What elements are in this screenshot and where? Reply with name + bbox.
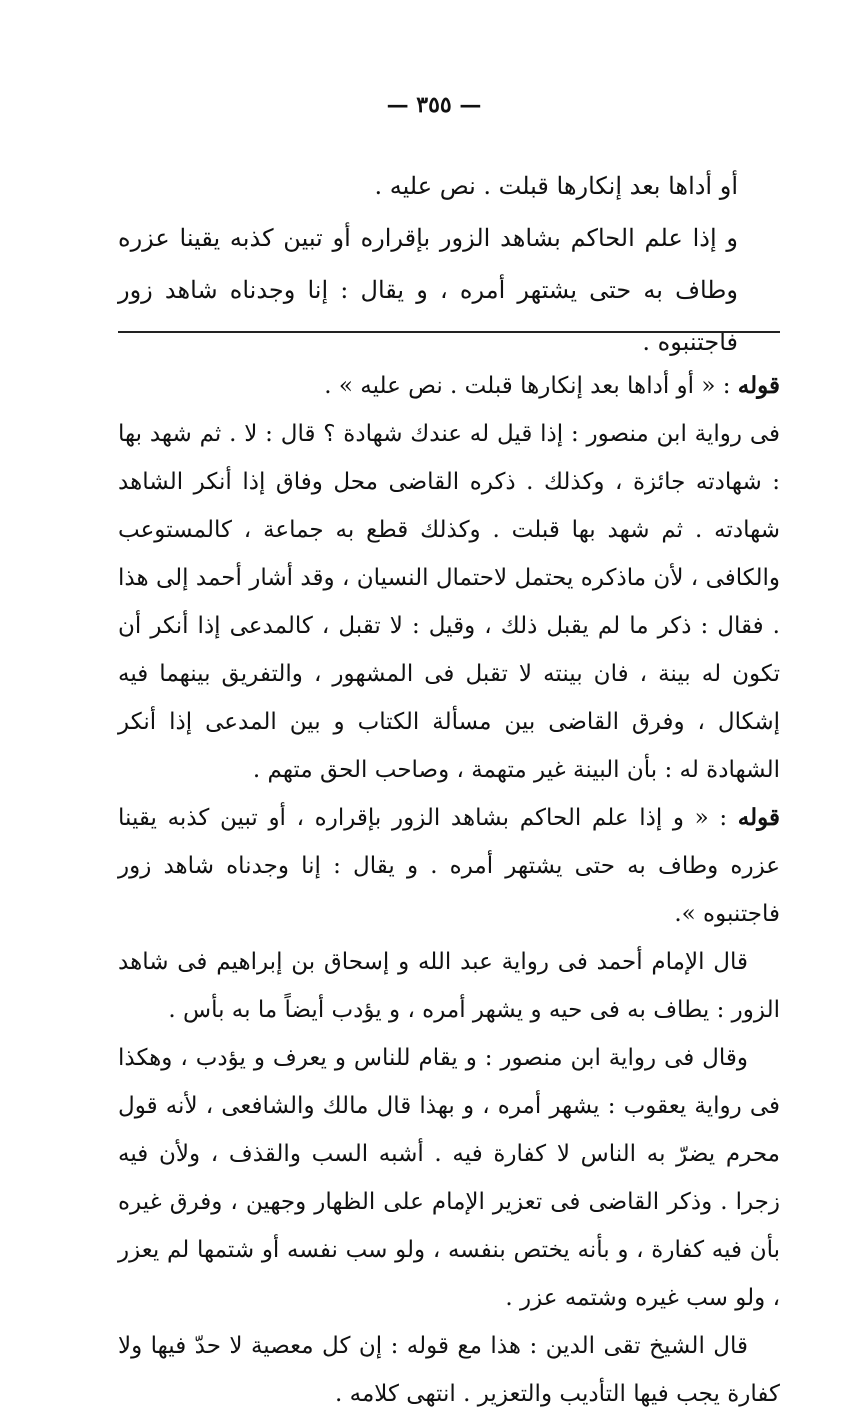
commentary-paragraph bbox=[118, 1034, 780, 1322]
commentary-text: قال الشيخ تقى الدين : هذا مع قوله : إن كل معصية لا حدّ فيها ولا كفارة يجب فيها التأديب والتعزير . انتهى كلامه . bbox=[118, 1333, 780, 1407]
commentary-keyword: قوله bbox=[737, 372, 780, 399]
main-text-line: أو أداها بعد إنكارها قبلت . نص عليه . bbox=[374, 172, 738, 200]
commentary-block bbox=[118, 362, 780, 1418]
commentary-paragraph bbox=[118, 794, 780, 938]
commentary-keyword: قوله bbox=[737, 804, 780, 831]
main-text-line: و إذا علم الحاكم بشاهد الزور بإقراره أو تبين كذبه يقينا عزره وطاف به حتى يشتهر أمره ، و يقال : إنا وجدناه شاهد زور فاجتنبوه . bbox=[118, 224, 738, 356]
commentary-paragraph bbox=[118, 362, 780, 410]
main-text-block bbox=[118, 160, 738, 368]
commentary-paragraph bbox=[118, 938, 780, 1034]
commentary-paragraph bbox=[118, 410, 780, 794]
commentary-text: وقال فى رواية ابن منصور : و يقام للناس و يعرف و يؤدب ، وهكذا فى رواية يعقوب : يشهر أمره ، و بهذا قال مالك والشافعى ، لأنه قول محرم يضرّ به الناس لا كفارة فيه . أشبه السب والقذف ، ولأن فيه زجرا . وذكر القاضى فى تعزير الإمام على الظهار وجهين ، وفرق غيره بأن فيه كفارة ، و بأنه يختص بنفسه ، ولو سب نفسه أو شتمها لم يعزر ، ولو سب غيره وشتمه عزر . bbox=[118, 1045, 780, 1311]
page-number: — ٣٥٥ — bbox=[386, 92, 482, 118]
commentary-text: : « أو أداها بعد إنكارها قبلت . نص عليه » . bbox=[324, 373, 738, 399]
commentary-text: فى رواية ابن منصور : إذا قيل له عندك شهادة ؟ قال : لا . ثم شهد بها : شهادته جائزة ، وكذلك . ذكره القاضى محل وفاق إذا أنكر الشاهد شهادته . ثم شهد بها قبلت . وكذلك قطع به جماعة ، كالمستوعب والكافى ، لأن ماذكره يحتمل لاحتمال النسيان ، وقد أشار أحمد إلى هذا . فقال : ذكر ما لم يقبل ذلك ، وقيل : لا تقبل ، كالمدعى إذا أنكر أن تكون له بينة ، فان بينته لا تقبل فى المشهور ، والتفريق بينهما فيه إشكال ، وفرق القاضى بين مسألة الكتاب و بين المدعى إذا أنكر الشهادة له : بأن البينة غير متهمة ، وصاحب الحق متهم . bbox=[118, 421, 780, 783]
commentary-paragraph bbox=[118, 1322, 780, 1418]
commentary-text: قال الإمام أحمد فى رواية عبد الله و إسحاق بن إبراهيم فى شاهد الزور : يطاف به فى حيه و يشهر أمره ، و يؤدب أيضاً ما به بأس . bbox=[118, 949, 780, 1023]
section-divider bbox=[118, 331, 780, 333]
commentary-text: : « و إذا علم الحاكم بشاهد الزور بإقراره ، أو تبين كذبه يقينا عزره وطاف به حتى يشتهر أمره . و يقال : إنا وجدناه شاهد زور فاجتنبوه ». bbox=[118, 805, 780, 927]
